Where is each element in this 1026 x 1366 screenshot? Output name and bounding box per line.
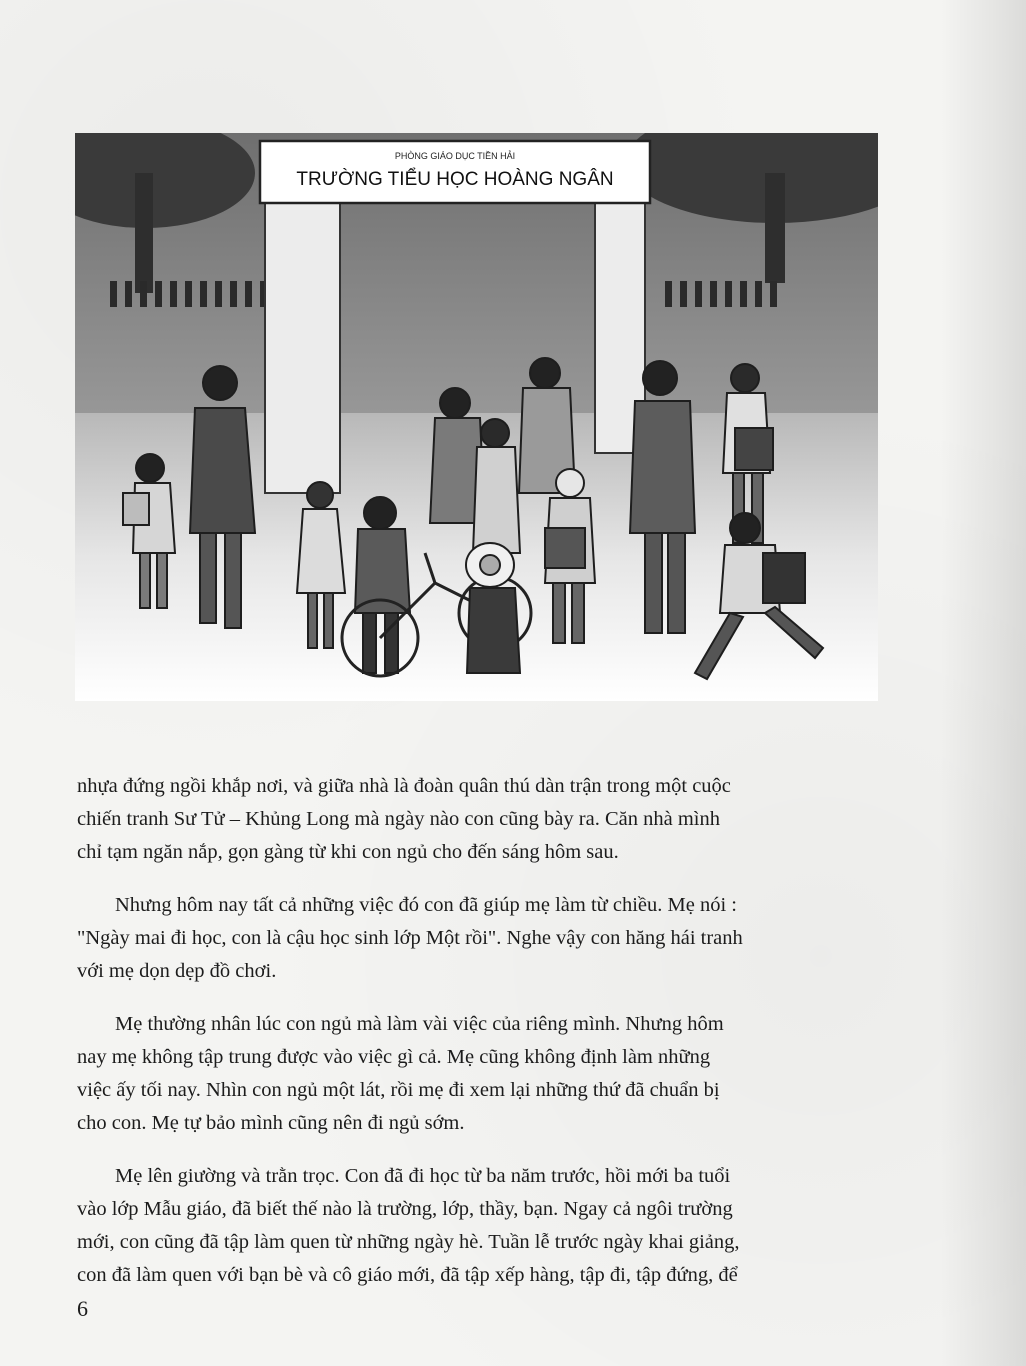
text-line: vào lớp Mẫu giáo, đã biết thế nào là trường, lớp, thầy, bạn. Ngay cả ngôi trường	[77, 1198, 733, 1220]
paragraph-4	[77, 1160, 877, 1292]
gate-pillar-left	[265, 193, 340, 493]
school-gate-illustration	[75, 133, 878, 701]
page-edge-shadow	[940, 0, 1026, 1366]
text-line: việc ấy tối nay. Nhìn con ngủ một lát, rồi mẹ đi xem lại những thứ đã chuẩn bị	[77, 1079, 720, 1101]
text-line: nhựa đứng ngồi khắp nơi, và giữa nhà là đoàn quân thú dàn trận trong một cuộc	[77, 775, 731, 797]
text-line: với mẹ dọn dẹp đồ chơi.	[77, 960, 277, 982]
paragraph-1	[77, 770, 877, 869]
text-line: nay mẹ không tập trung được vào việc gì cả. Mẹ cũng không định làm những	[77, 1046, 711, 1068]
text-line: "Ngày mai đi học, con là cậu học sinh lớp Một rồi". Nghe vậy con hăng hái tranh	[77, 927, 743, 949]
text-line: Mẹ thường nhân lúc con ngủ mà làm vài việc của riêng mình. Nhưng hôm	[115, 1013, 724, 1035]
paragraph-2	[77, 889, 877, 988]
school-sign-title: TRƯỜNG TIỂU HỌC HOÀNG NGÂN	[296, 169, 614, 190]
text-line: chỉ tạm ngăn nắp, gọn gàng từ khi con ngủ cho đến sáng hôm sau.	[77, 841, 619, 863]
school-sign-subtitle: PHÒNG GIÁO DỤC TIỀN HẢI	[394, 151, 516, 161]
paragraph-3	[77, 1008, 877, 1140]
school-sign	[260, 141, 650, 203]
page-number: 6	[77, 1296, 88, 1321]
text-line: Nhưng hôm nay tất cả những việc đó con đã giúp mẹ làm từ chiều. Mẹ nói :	[115, 894, 737, 916]
text-line: mới, con cũng đã tập làm quen từ những ngày hè. Tuần lễ trước ngày khai giảng,	[77, 1231, 740, 1253]
text-line: cho con. Mẹ tự bảo mình cũng nên đi ngủ sớm.	[77, 1112, 465, 1134]
text-line: con đã làm quen với bạn bè và cô giáo mới, đã tập xếp hàng, tập đi, tập đứng, để	[77, 1264, 738, 1286]
hat-child	[466, 543, 520, 673]
text-line: chiến tranh Sư Tử – Khủng Long mà ngày nào con cũng bày ra. Căn nhà mình	[77, 808, 720, 830]
text-line: Mẹ lên giường và trằn trọc. Con đã đi học từ ba năm trước, hồi mới ba tuổi	[115, 1165, 731, 1187]
body-text	[77, 770, 877, 1312]
